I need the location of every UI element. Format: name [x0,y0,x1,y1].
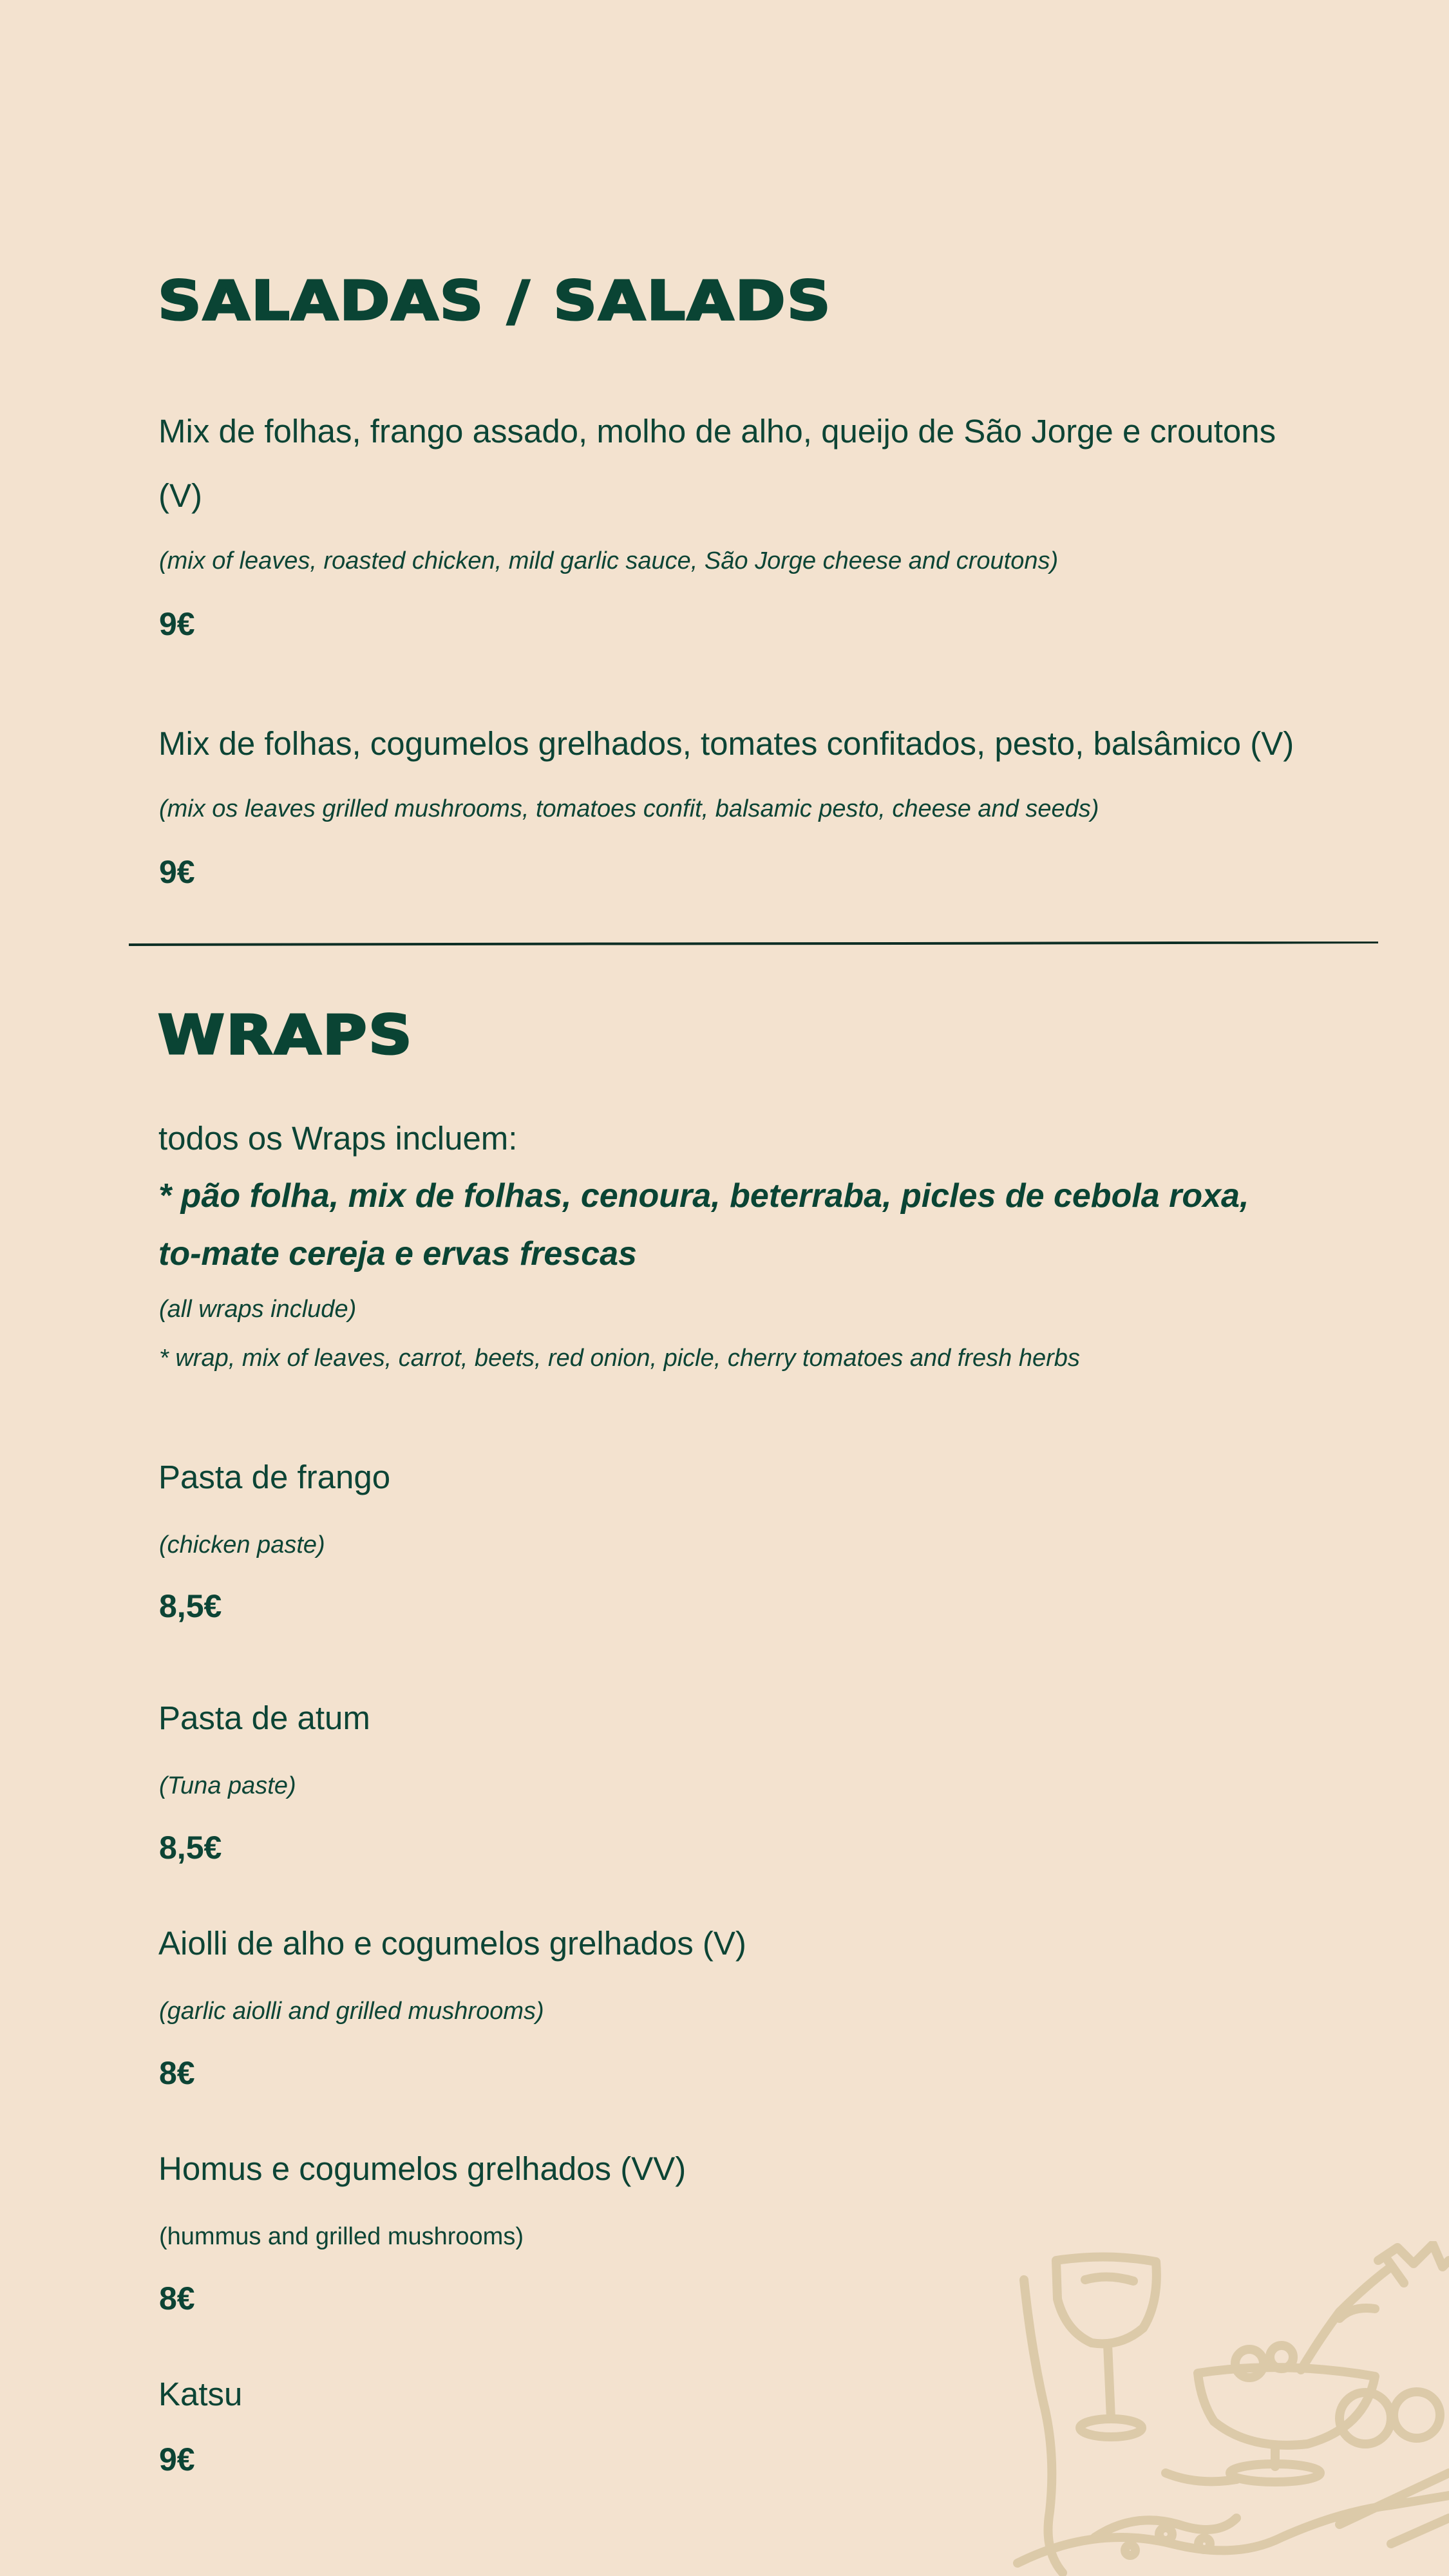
wraps-includes-en-lead: (all wraps include) [159,1296,357,1323]
wrap-5-price: 9€ [159,2441,195,2477]
wrap-5-name: Katsu [158,2376,243,2412]
wraps-includes-lead: todos os Wraps incluem: [158,1120,518,1157]
wraps-includes-list: * pão folha, mix de folhas, cenoura, beterraba, picles de cebola roxa, to-mate cereja e ervas frescas [158,1177,1249,1273]
wrap-4-price: 8€ [159,2280,195,2316]
salad-2-desc: (mix os leaves grilled mushrooms, tomatoes confit, balsamic pesto, cheese and seeds) [159,795,1099,822]
wrap-3-price: 8€ [159,2055,195,2091]
wrap-1-price: 8,5€ [159,1588,222,1624]
salad-2-price: 9€ [159,854,195,890]
wrap-3-desc: (garlic aiolli and grilled mushrooms) [159,1998,544,2025]
section-divider [129,942,1378,947]
wrap-2-desc: (Tuna paste) [159,1772,296,1799]
wraps-includes-en-list: * wrap, mix of leaves, carrot, beets, red onion, picle, cherry tomatoes and fresh herbs [159,1345,1080,1372]
wraps-title: WRAPS [158,1003,413,1066]
food-illustration-icon [1005,2241,1449,2576]
salad-1-desc: (mix of leaves, roasted chicken, mild garlic sauce, São Jorge cheese and croutons) [159,547,1059,574]
salad-1-name: Mix de folhas, frango assado, molho de alho, queijo de São Jorge e croutons (V) [158,413,1276,514]
wrap-3-name: Aiolli de alho e cogumelos grelhados (V) [158,1925,746,1962]
wrap-1-name: Pasta de frango [158,1459,391,1495]
wrap-4-name: Homus e cogumelos grelhados (VV) [158,2150,687,2187]
wrap-4-desc: (hummus and grilled mushrooms) [159,2223,524,2250]
wrap-2-name: Pasta de atum [158,1700,370,1736]
wrap-2-price: 8,5€ [159,1830,222,1866]
salad-2-name: Mix de folhas, cogumelos grelhados, tomates confitados, pesto, balsâmico (V) [158,725,1294,762]
salads-title: SALADAS / SALADS [158,269,832,332]
salad-1-price: 9€ [159,606,195,642]
wrap-1-desc: (chicken paste) [159,1531,325,1558]
